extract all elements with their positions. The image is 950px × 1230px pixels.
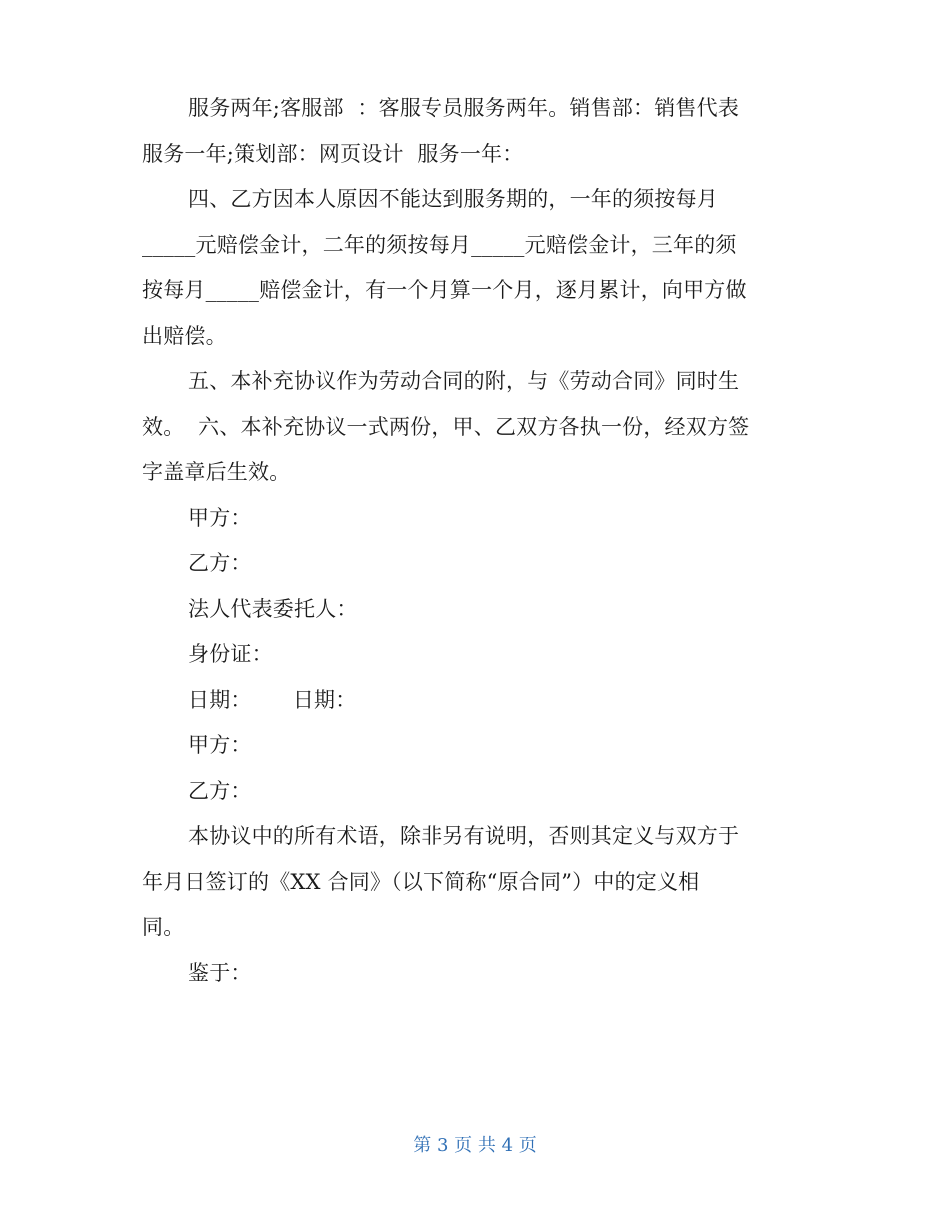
party-a-label: 甲方： bbox=[188, 733, 252, 757]
page-number-footer: 第 3 页 共 4 页 bbox=[413, 1135, 537, 1156]
legal-representative-label: 法人代表委托人： bbox=[188, 597, 358, 621]
whereas-label: 鉴于： bbox=[188, 961, 252, 985]
text-line: 字盖章后生效。 bbox=[142, 460, 291, 484]
party-a-label: 甲方： bbox=[188, 506, 252, 530]
text-line: 服务两年;客服部 ：客服专员服务两年。销售部：销售代表 bbox=[188, 96, 740, 120]
id-card-label: 身份证： bbox=[188, 642, 273, 666]
party-b-label: 乙方： bbox=[188, 551, 252, 575]
text-line: 同。 bbox=[142, 915, 185, 939]
text-line: 四、乙方因本人原因不能达到服务期的，一年的须按每月 bbox=[188, 187, 718, 211]
text-line: 效。 六、本补充协议一式两份，甲、乙双方各执一份，经双方签 bbox=[142, 415, 750, 439]
text-line: 本协议中的所有术语，除非另有说明，否则其定义与双方于 bbox=[188, 824, 740, 848]
text-line: 按每月_____赔偿金计，有一个月算一个月，逐月累计，向甲方做 bbox=[142, 278, 747, 302]
text-line: 服务一年;策划部：网页设计 服务一年： bbox=[142, 142, 524, 166]
text-line: _____元赔偿金计，二年的须按每月_____元赔偿金计，三年的须 bbox=[142, 233, 737, 257]
text-line: 出赔偿。 bbox=[142, 324, 227, 348]
party-b-label: 乙方： bbox=[188, 779, 252, 803]
text-line: 年月日签订的《XX 合同》（以下简称“原合同”）中的定义相 bbox=[142, 870, 700, 894]
date-labels: 日期： 日期： bbox=[188, 688, 357, 712]
text-line: 五、本补充协议作为劳动合同的附，与《劳动合同》同时生 bbox=[188, 369, 740, 393]
